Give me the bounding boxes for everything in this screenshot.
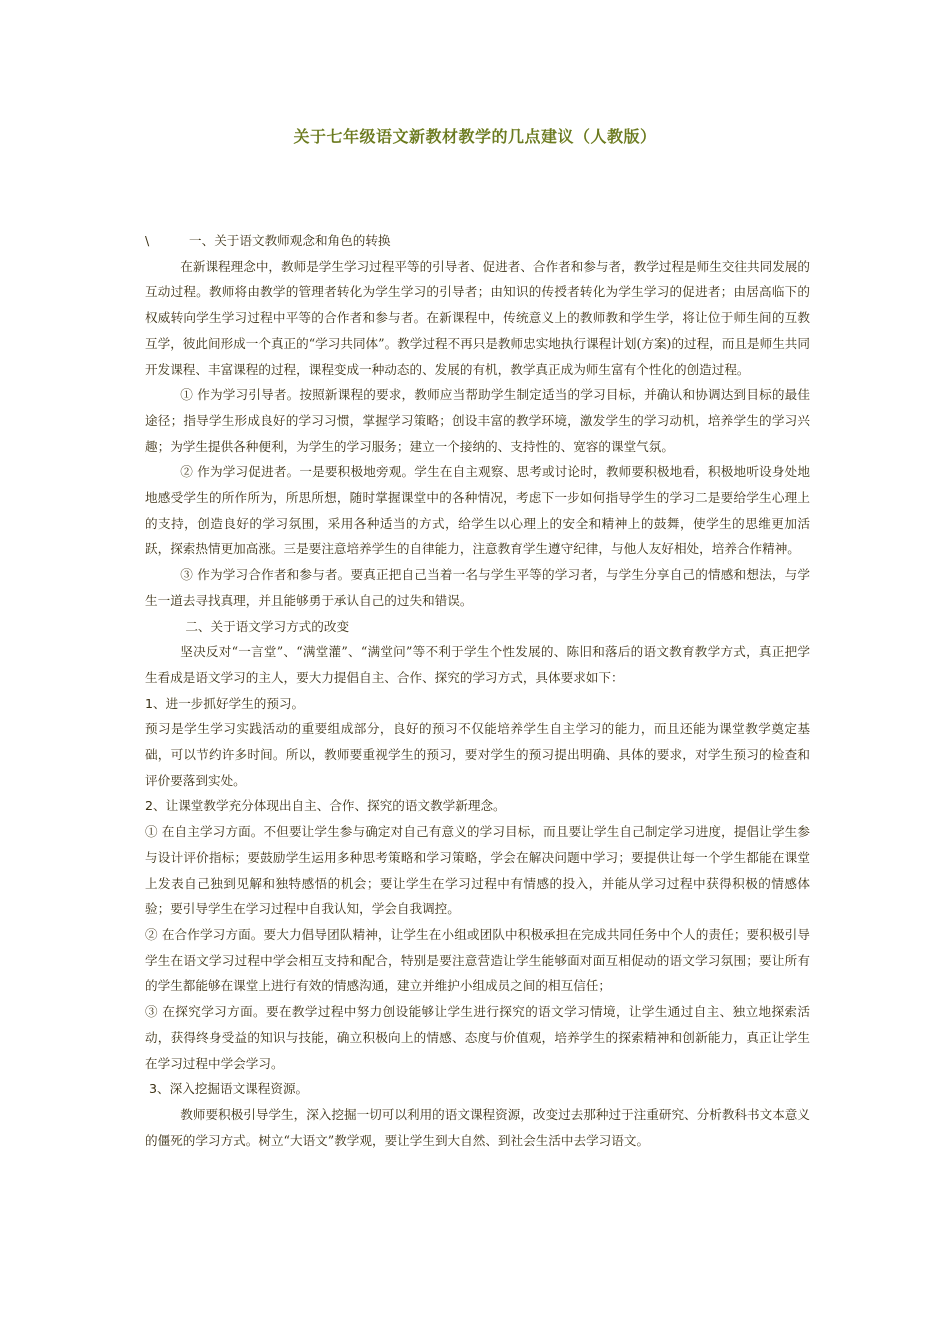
paragraph: 预习是学生学习实践活动的重要组成部分，良好的预习不仅能培养学生自主学习的能力，而且还能为课堂教学奠定基础，可以节约许多时间。所以，教师要重视学生的预习，要对学生的预习提出明确、具体的要求，对学生预习的检查和评价要落到实处。 [145, 721, 810, 788]
paragraph: 坚决反对“一言堂”、“满堂灌”、“满堂问”等不利于学生个性发展的、陈旧和落后的语文教育教学方式，真正把学生看成是语文学习的主人，要大力提倡自主、合作、探究的学习方式，具体要求如下： [145, 644, 810, 685]
list-item-heading: 1、进一步抓好学生的预习。 [145, 695, 305, 711]
list-item-heading: 2、让课堂教学充分体现出自主、合作、探究的语文教学新理念。 [145, 798, 506, 814]
document-title: 关于七年级语文新教材教学的几点建议（人教版） [293, 127, 657, 146]
paragraph: ② 在合作学习方面。要大力倡导团队精神，让学生在小组或团队中积极承担在完成共同任务中个人的责任；要积极引导学生在语文学习过程中学会相互支持和配合，特别是要注意营造让学生能够面对面互相促动的语文学习氛围；要让所有的学生都能够在课堂上进行有效的情感沟通，建立并维护小组成员之间的相互信任； [145, 926, 810, 994]
paragraph: 在新课程理念中，教师是学生学习过程平等的引导者、促进者、合作者和参与者，教学过程是师生交往共同发展的互动过程。教师将由教学的管理者转化为学生学习的引导者；由知识的传授者转化为学生学习的促进者；由居高临下的权威转向学生学习过程中平等的合作者和参与者。在新课程中，传统意义上的教师教和学生学，将让位于师生间的互教互学，彼此间形成一个真正的“学习共同体”。教学过程不再只是教师忠实地执行课程计划(方案)的过程，而且是师生共同开发课程、丰富课程的过程，课程变成一种动态的、发展的有机，教学真正成为师生富有个性化的创造过程。 [145, 258, 810, 377]
paragraph: ③ 在探究学习方面。要在教学过程中努力创设能够让学生进行探究的语文学习情境，让学生通过自主、独立地探索活动，获得终身受益的知识与技能，确立积极向上的情感、态度与价值观，培养学生的探索精神和创新能力，真正让学生在学习过程中学会学习。 [145, 1004, 810, 1071]
paragraph: ① 作为学习引导者。按照新课程的要求，教师应当帮助学生制定适当的学习目标，并确认和协调达到目标的最佳途径；指导学生形成良好的学习习惯，掌握学习策略；创设丰富的教学环境，激发学生的学习动机，培养学生的学习兴趣；为学生提供各种便利，为学生的学习服务；建立一个接纳的、支持性的、宽容的课堂气氛。 [145, 387, 810, 454]
list-item-heading: 3、深入挖掘语文课程资源。 [145, 1081, 309, 1097]
section-heading-2: 二、关于语文学习方式的改变 [185, 618, 350, 634]
backslash-mark: \ [145, 233, 150, 248]
paragraph: ③ 作为学习合作者和参与者。要真正把自己当着一名与学生平等的学习者，与学生分享自己的情感和想法，与学生一道去寻找真理，并且能够勇于承认自己的过失和错误。 [145, 567, 810, 608]
section-heading-1 [145, 228, 810, 254]
paragraph: ② 作为学习促进者。一是要积极地旁观。学生在自主观察、思考或讨论时，教师要积极地看，积极地听设身处地地感受学生的所作所为，所思所想，随时掌握课堂中的各种情况，考虑下一步如何指导学生的学习二是要给学生心理上的支持，创造良好的学习氛围，采用各种适当的方式，给学生以心理上的安全和精神上的鼓舞，使学生的思维更加活跃，探索热情更加高涨。三是要注意培养学生的自律能力，注意教育学生遵守纪律，与他人友好相处，培养合作精神。 [145, 464, 810, 557]
section-heading-1-text: 一、关于语文教师观念和角色的转换 [189, 233, 391, 248]
paragraph: 教师要积极引导学生，深入挖掘一切可以利用的语文课程资源，改变过去那种过于注重研究、分析教科书文本意义的僵死的学习方式。树立“大语文”教学观，要让学生到大自然、到社会生活中去学习语文。 [145, 1106, 810, 1148]
document-body [145, 228, 810, 1153]
paragraph: ① 在自主学习方面。不但要让学生参与确定对自己有意义的学习目标，而且要让学生自己制定学习进度，提倡让学生参与设计评价指标；要鼓励学生运用多种思考策略和学习策略，学会在解决问题中学习；要提供让每一个学生都能在课堂上发表自己独到见解和独特感悟的机会；要让学生在学习过程中有情感的投入，并能从学习过程中获得积极的情感体验；要引导学生在学习过程中自我认知，学会自我调控。 [145, 824, 810, 917]
